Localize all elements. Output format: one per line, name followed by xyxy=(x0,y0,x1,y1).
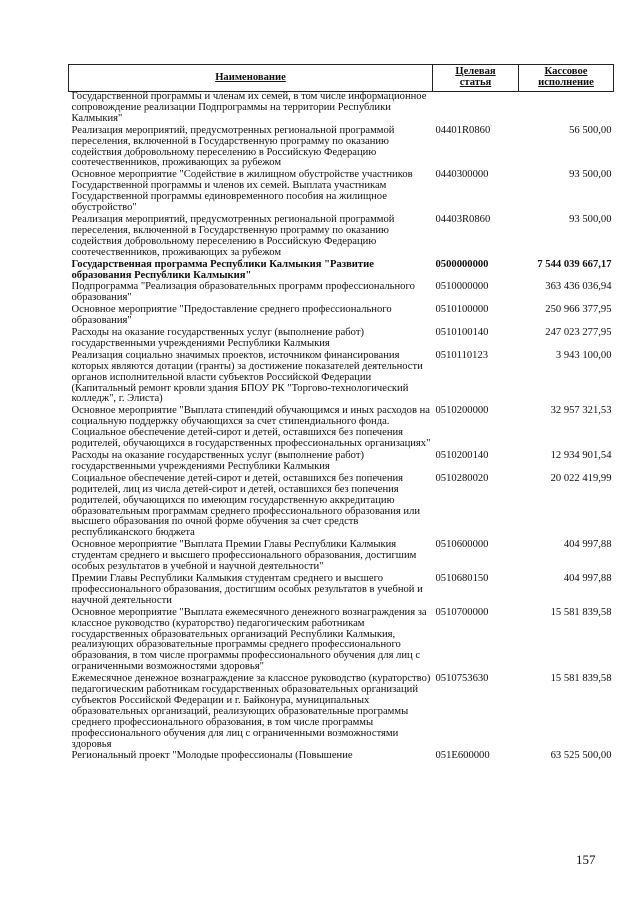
row-name: Региональный проект "Молодые профессионалы (Повышение xyxy=(71,750,353,762)
row-name: Основное мероприятие "Предоставление среднего профессионального образования" xyxy=(71,304,392,327)
header-code-line1: Целевая xyxy=(455,66,496,78)
row-name: Ежемесячное денежное вознаграждение за классное руководство (кураторство) педагогическим работникам государственных образовательных организаций субъектов Российской Федерации и г. Байконура, муниципальных образовательных организаций, реализующих образовательные программы среднего профессионального образования, в том числе программы профессионального обучения для лиц с ограниченными возможностями здоровья xyxy=(71,673,431,750)
table-row xyxy=(69,126,614,171)
row-cash-execution: 93 500,00 xyxy=(569,213,612,225)
table-row xyxy=(69,92,614,126)
header-target-article xyxy=(433,65,519,92)
row-target-article: 0510100000 xyxy=(435,304,489,316)
table-header xyxy=(69,65,614,92)
row-name: Реализация социально значимых проектов, источником финансирования которых являются дотации (гранты) за достижение показателей деятельности органов исполнительной власти субъектов Российской Федерации (Капитальный ремонт кровли здания БПОУ РК "Торгово-технологический колледж", г. Элиста) xyxy=(71,349,423,405)
table-row xyxy=(69,751,614,763)
row-target-article: 04403R0860 xyxy=(435,213,491,225)
row-name: Реализация мероприятий, предусмотренных региональной программой переселения, включенной в Государственную программу по оказанию содействия добровольному переселению в Российскую Федерацию соотечественников, проживающих за рубежом xyxy=(71,124,395,169)
budget-execution-table xyxy=(68,64,614,763)
row-target-article: 0510680150 xyxy=(435,572,489,584)
row-cash-execution: 15 581 839,58 xyxy=(550,673,612,685)
row-target-article: 0510280020 xyxy=(435,472,489,484)
row-name: Основное мероприятие "Выплата ежемесячного денежного вознаграждения за классное руководство (кураторство) педагогическим работникам государственных образовательных организаций Республики Калмыкия, реализующих образовательные программы среднего профессионального образования, в том числе программы профессионального обучения для лиц с ограниченными возможностями здоровья" xyxy=(71,606,427,673)
row-target-article: 0510110123 xyxy=(435,349,489,361)
row-name: Расходы на оказание государственных услуг (выполнение работ) государственными учреждениями Республики Калмыкия xyxy=(71,450,364,472)
row-target-article: 0510700000 xyxy=(435,606,489,618)
table-row xyxy=(69,474,614,540)
table-row xyxy=(69,282,614,305)
row-cash-execution: 250 966 377,95 xyxy=(545,304,612,316)
row-name: Государственная программа Республики Калмыкия "Развитие образования Республики Калмыкия" xyxy=(71,258,374,281)
header-name xyxy=(69,65,433,92)
row-name: Основное мероприятие "Выплата Премии Главы Республики Калмыкия студентам среднего и высшего профессионального образования, достигшим особых результатов в учебной и научной деятельности" xyxy=(71,539,417,573)
row-target-article xyxy=(433,92,519,126)
row-name: Премии Главы Республики Калмыкия студентам среднего и высшего профессионального образования, достигшим особых результатов в учебной и научной деятельности xyxy=(71,572,423,606)
row-target-article: 0500000000 xyxy=(435,258,489,270)
row-cash-execution: 247 023 277,95 xyxy=(545,327,612,339)
table-row xyxy=(69,215,614,260)
row-cash-execution: 15 581 839,58 xyxy=(550,606,612,618)
row-target-article: 0510000000 xyxy=(435,281,489,293)
row-cash-execution: 404 997,88 xyxy=(563,539,612,551)
table-row xyxy=(69,351,614,407)
row-name: Социальное обеспечение детей-сирот и детей, оставшихся без попечения родителей, лиц из числа детей-сирот и детей, оставшихся без попечения родителей, обучающихся по имеющим государственную аккредитацию образовательным программам среднего профессионального образования или высшего образования по очной форме обучения за счет средств республиканского бюджета xyxy=(71,472,421,539)
row-target-article: 0510753630 xyxy=(435,673,489,685)
table-row xyxy=(69,540,614,574)
page-number: 157 xyxy=(576,852,596,867)
header-code-line2: статья xyxy=(459,77,492,88)
row-cash-execution: 404 997,88 xyxy=(563,572,612,584)
row-name: Основное мероприятие "Выплата стипендий обучающимся и иных расходов на социальную поддержку обучающихся за счет стипендиального фонда. Социальное обеспечение детей-сирот и детей, оставшихся без попечения родителей, обучающихся в государственных профессиональных организациях" xyxy=(71,405,431,450)
table-row xyxy=(69,305,614,328)
row-target-article: 0510200000 xyxy=(435,405,489,417)
table-body xyxy=(69,92,614,764)
row-cash-execution: 20 022 419,99 xyxy=(550,472,612,484)
row-cash-execution: 32 957 321,53 xyxy=(550,405,612,417)
row-name: Подпрограмма "Реализация образовательных программ профессионального образования" xyxy=(71,281,415,304)
table-row xyxy=(69,574,614,608)
row-target-article: 0510600000 xyxy=(435,539,489,551)
row-target-article: 04401R0860 xyxy=(435,124,491,136)
table-row xyxy=(69,674,614,751)
table-row xyxy=(69,328,614,351)
row-cash-execution: 363 436 036,94 xyxy=(545,281,612,293)
row-cash-execution: 93 500,00 xyxy=(569,169,612,181)
header-cash-execution xyxy=(519,65,614,92)
row-cash-execution: 63 525 500,00 xyxy=(550,750,612,762)
table-row xyxy=(69,260,614,283)
row-name: Основное мероприятие "Содействие в жилищном обустройстве участников Государственной программы и членов их семей. Выплата участникам Государственной программы единовременного пособия на жилищное обустройство" xyxy=(71,169,413,214)
row-target-article: 0510200140 xyxy=(435,450,489,461)
table-row xyxy=(69,406,614,451)
table-row xyxy=(69,451,614,474)
header-sum-line2: исполнение xyxy=(538,77,594,88)
row-target-article: 0510100140 xyxy=(435,327,489,339)
row-cash-execution: 7 544 039 667,17 xyxy=(537,258,612,270)
row-cash-execution: 3 943 100,00 xyxy=(555,349,612,361)
row-cash-execution xyxy=(519,92,614,126)
table-row xyxy=(69,608,614,674)
row-cash-execution: 56 500,00 xyxy=(569,124,612,136)
header-name-label: Наименование xyxy=(215,71,286,83)
row-name: Реализация мероприятий, предусмотренных региональной программой переселения, включенной в Государственную программу по оказанию содействия добровольному переселению в Российскую Федерацию соотечественников, проживающих за рубежом xyxy=(71,213,395,258)
header-sum-line1: Кассовое xyxy=(544,66,588,78)
row-target-article: 051E600000 xyxy=(435,750,490,762)
row-cash-execution: 12 934 901,54 xyxy=(550,450,612,461)
table-row xyxy=(69,170,614,215)
row-name: Расходы на оказание государственных услуг (выполнение работ) государственными учреждениями Республики Калмыкия xyxy=(71,327,364,349)
row-name: Государственной программы и членам их семей, в том числе информационное сопровождение реализации Подпрограммы на территории Республики Калмыкия" xyxy=(71,91,427,124)
row-target-article: 0440300000 xyxy=(435,169,489,181)
